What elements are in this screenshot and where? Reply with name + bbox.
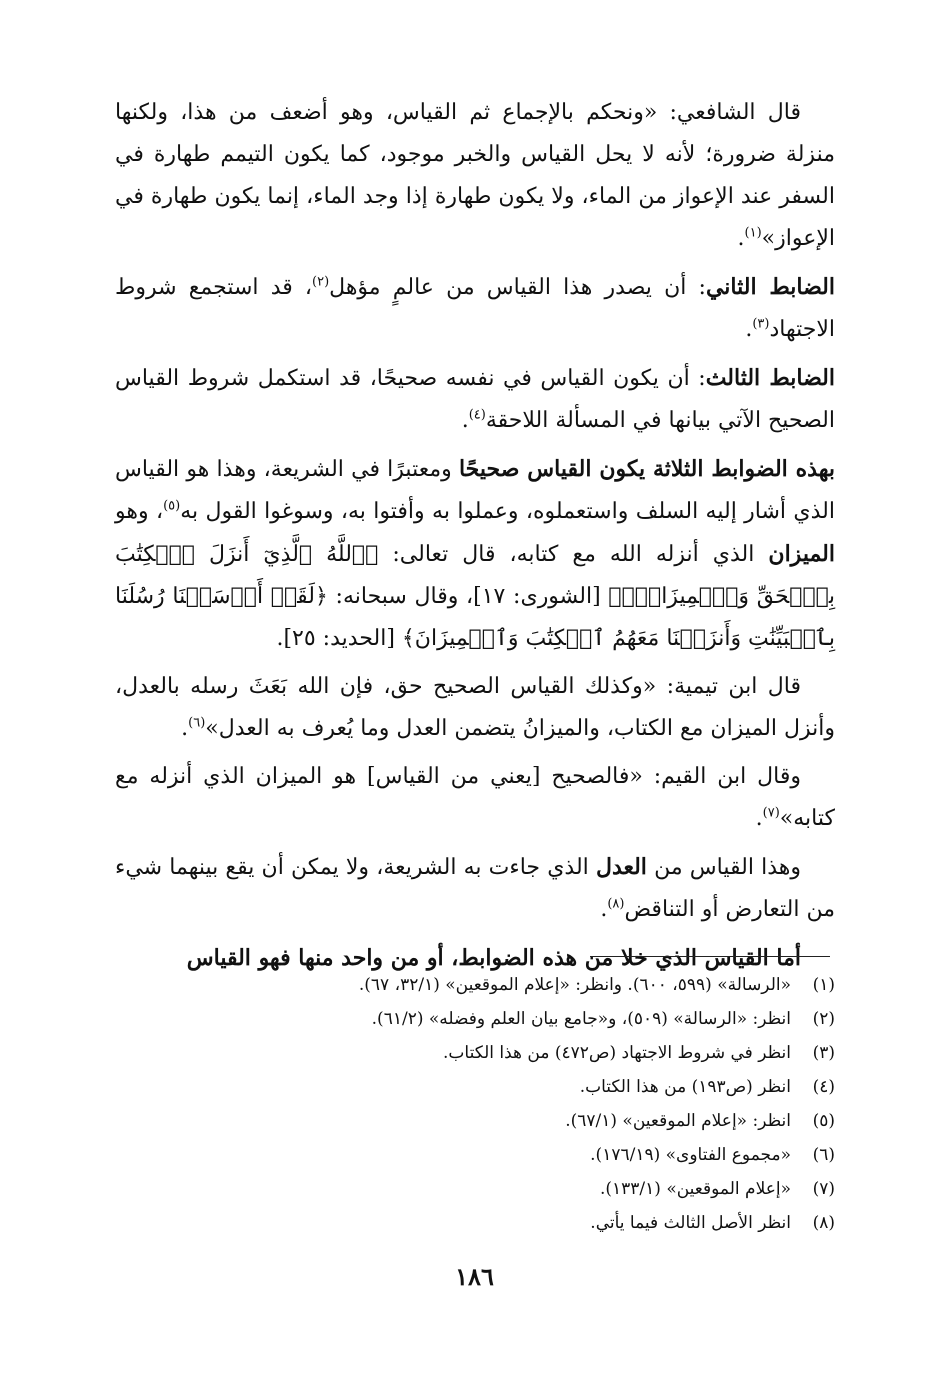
bold-text: العدل: [595, 854, 647, 880]
footnote-number: (٢): [812, 1009, 835, 1029]
footnote: [115, 968, 835, 1002]
footnote: [115, 1206, 835, 1240]
paragraph: [115, 266, 835, 351]
footnote-marker: (٨): [607, 896, 625, 912]
footnote-marker: (٢): [312, 274, 330, 290]
footnote-text: «مجموع الفتاوى» (١٧٦/١٩).: [590, 1145, 791, 1165]
footnote-number: (١): [812, 975, 835, 995]
bold-text: أما القياس الذي خلا من هذه الضوابط، أو من واحد منها فهو القياس: [186, 945, 801, 971]
footnote-marker: (٦): [188, 715, 206, 731]
text-run: .: [745, 317, 753, 342]
footnote-number: (٣): [812, 1043, 835, 1063]
footnote: [115, 1002, 835, 1036]
paragraph: [115, 666, 835, 750]
footnote-marker: (٣): [752, 316, 770, 332]
footnote-marker: (٥): [163, 498, 181, 514]
paragraph: [115, 448, 835, 660]
footnote: [115, 1138, 835, 1172]
footnote-marker: (٤): [468, 407, 486, 423]
footnote-number: (٥): [812, 1111, 835, 1131]
bold-text: الضابط الثاني: [705, 274, 835, 300]
footnote-text: انظر الأصل الثالث فيما يأتي.: [590, 1213, 791, 1233]
paragraph: [115, 357, 835, 442]
page-number: ١٨٦: [455, 1262, 494, 1291]
text-run: .: [755, 806, 763, 831]
footnote-number: (٧): [812, 1179, 835, 1199]
footnote-number: (٦): [812, 1145, 835, 1165]
footnote-number: (٤): [812, 1077, 835, 1097]
text-run: : أن يصدر هذا القياس من عالمٍ مؤهل: [329, 275, 706, 300]
text-run: .: [600, 897, 608, 922]
footnote-text: «إعلام الموقعين» (١٣٣/١).: [599, 1179, 791, 1199]
footnote-text: انظر: «إعلام الموقعين» (٦٧/١).: [565, 1111, 791, 1131]
text-run: ، قد استجمع شروط الاجتهاد: [115, 275, 835, 342]
footnote-text: «الرسالة» (٥٩٩، ٦٠٠). وانظر: «إعلام الموقعين» (٣٢/١، ٦٧).: [358, 975, 791, 995]
footnote: [115, 1172, 835, 1206]
text-run: .: [737, 226, 745, 251]
footnote-separator: [590, 956, 830, 957]
footnote-text: انظر في شروط الاجتهاد (ص٤٧٢) من هذا الكتاب.: [443, 1043, 791, 1063]
text-run: قال ابن تيمية: «وكذلك القياس الصحيح حق، فإن الله بَعَثَ رسله بالعدل، وأنزل الميزان مع الكتاب، والميزانُ يتضمن العدل وما يُعرف به العدل»: [115, 674, 835, 741]
text-run: وقال ابن القيم: «فالصحيح [يعني من القياس] هو الميزان الذي أنزله مع كتابه»: [115, 764, 835, 831]
footnote: [115, 1036, 835, 1070]
footnote-marker: (١): [744, 225, 762, 241]
text-run: الذي جاءت به الشريعة، ولا يمكن أن يقع بينهما شيء من التعارض أو التناقض: [115, 855, 835, 922]
text-run: : أن يكون القياس في نفسه صحيحًا، قد استكمل شروط القياس الصحيح الآتي بيانها في المسألة اللاحقة: [115, 366, 835, 433]
paragraph: [115, 756, 835, 840]
footnote-marker: (٧): [762, 805, 780, 821]
footnote-text: انظر: «الرسالة» (٥٠٩)، و«جامع بيان العلم وفضله» (٦١/٢).: [371, 1009, 791, 1029]
paragraph: [115, 846, 835, 931]
text-run: قال الشافعي: «ونحكم بالإجماع ثم القياس، وهو أضعف من هذا، ولكنها منزلة ضرورة؛ لأنه لا يحل القياس والخبر موجود، كما يكون التيمم طهارة في السفر عند الإعواز من الماء، ولا يكون طهارة إذا وجد الماء، إنما يكون طهارة في الإعواز»: [115, 100, 835, 251]
footnotes: [115, 968, 835, 1240]
main-text: [115, 92, 835, 986]
footnote: [115, 1104, 835, 1138]
footnote-number: (٨): [812, 1213, 835, 1233]
text-run: .: [461, 408, 469, 433]
footnote-text: انظر (ص١٩٣) من هذا الكتاب.: [579, 1077, 791, 1097]
paragraph: [115, 92, 835, 260]
text-run: الذي أنزله الله مع كتابه، قال تعالى: ﴿ٱللَّهُ ٱلَّذِيٓ أَنزَلَ ٱلۡكِتَٰبَ بِٱلۡحَقِّ وَٱلۡمِيزَانَۗ﴾ [الشورى: ١٧]، وقال سبحانه: ﴿لَقَدۡ أَرۡسَلۡنَا رُسُلَنَا بِٱلۡبَيِّنَٰتِ وَأَنزَلۡنَا مَعَهُمُ ٱلۡكِتَٰبَ وَٱلۡمِيزَانَ﴾ [الحديد: ٢٥].: [115, 542, 835, 651]
bold-text: الميزان: [768, 541, 835, 567]
footnote: [115, 1070, 835, 1104]
text-run: ومعتبرًا في الشريعة، وهذا هو القياس الذي أشار إليه السلف واستعملوه، وعملوا به وأفتوا به، وسوغوا القول به: [115, 457, 835, 524]
text-run: .: [181, 716, 189, 741]
bold-text: بهذه الضوابط الثلاثة يكون القياس صحيحًا: [458, 456, 835, 482]
bold-text: الضابط الثالث: [705, 365, 835, 391]
text-run: وهذا القياس من: [646, 855, 801, 880]
text-run: ، وهو: [115, 499, 164, 524]
